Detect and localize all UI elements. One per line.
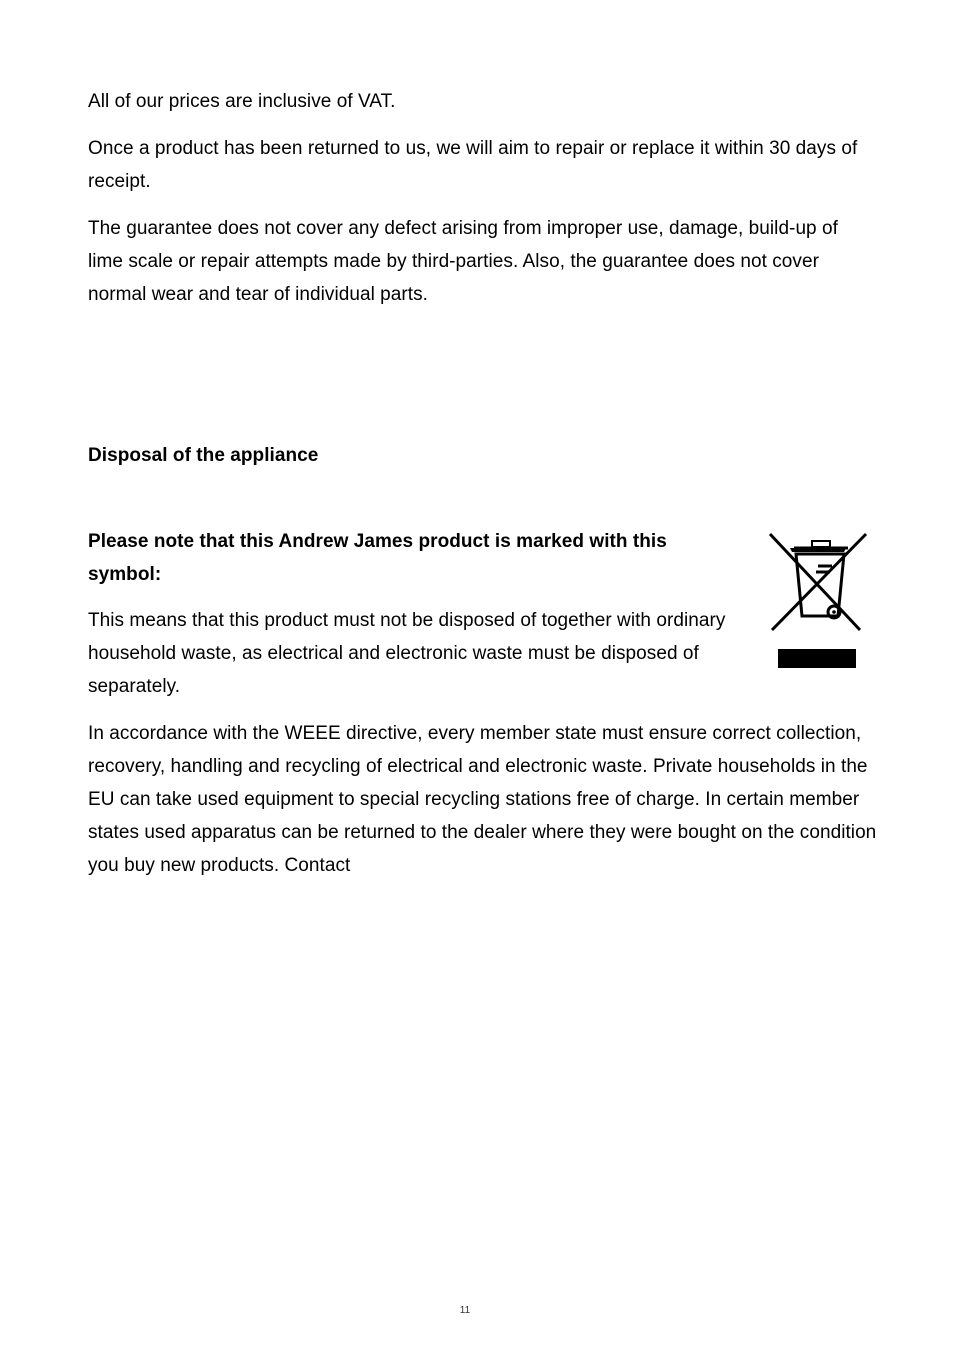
- crossed-out-wheelie-bin-icon: [760, 528, 872, 674]
- separate-waste-paragraph: This means that this product must not be disposed of together with ordinary household waste, as electrical and electronic waste must be disposed of separately.: [88, 610, 726, 697]
- repair-paragraph: Once a product has been returned to us, we will aim to repair or replace it within 30 days of receipt.: [88, 138, 858, 192]
- disposal-heading: Disposal of the appliance: [88, 445, 319, 466]
- page-number: 11: [459, 1305, 471, 1316]
- vat-paragraph: All of our prices are inclusive of VAT.: [88, 91, 396, 112]
- symbol-note-heading: Please note that this Andrew James product is marked with this symbol:: [88, 531, 667, 585]
- coverage-paragraph: The guarantee does not cover any defect arising from improper use, damage, build-up of lime scale or repair attempts made by third-parties. Also, the guarantee does not cover normal wear and tear of individual parts.: [88, 218, 838, 305]
- weee-directive-paragraph: In accordance with the WEEE directive, every member state must ensure correct collection, recovery, handling and recycling of electrical and electronic waste. Private households in the EU can take used equipment to special recycling stations free of charge. In certain member states used apparatus can be returned to the dealer where they were bought on the condition you buy new products. Contact: [88, 723, 877, 876]
